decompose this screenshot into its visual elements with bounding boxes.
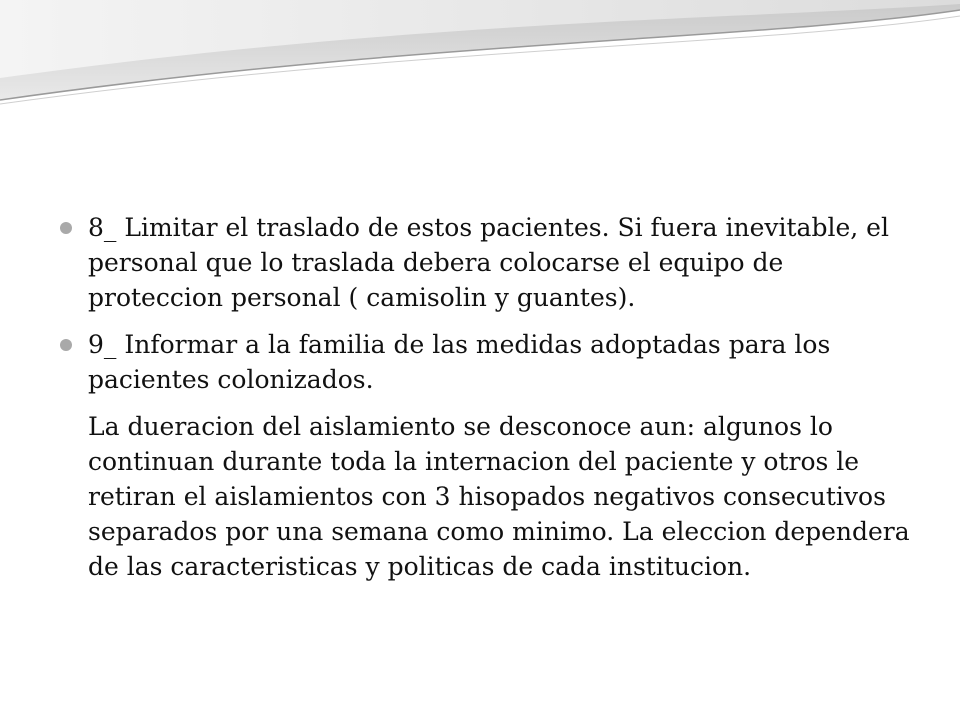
continuation-paragraph: La dueracion del aislamiento se desconoce aun: algunos lo continuan durante toda la internacion del paciente y otros le retiran el aislamientos con 3 hisopados negativos consecutivos separados por una semana como minimo. La eleccion dependera de las caracteristicas y politicas de cada institucion. <box>88 412 910 581</box>
bullet-item <box>60 327 920 397</box>
header-swoosh-decoration <box>0 0 960 110</box>
bullet-item <box>60 210 920 315</box>
bullet-text: 8_ Limitar el traslado de estos pacientes. Si fuera inevitable, el personal que lo traslada debera colocarse el equipo de proteccion personal ( camisolin y guantes). <box>88 213 889 312</box>
bullet-dot-icon <box>60 339 72 351</box>
slide-content <box>60 210 920 609</box>
bullet-text: 9_ Informar a la familia de las medidas adoptadas para los pacientes colonizados. <box>88 330 831 394</box>
bullet-dot-icon <box>60 222 72 234</box>
